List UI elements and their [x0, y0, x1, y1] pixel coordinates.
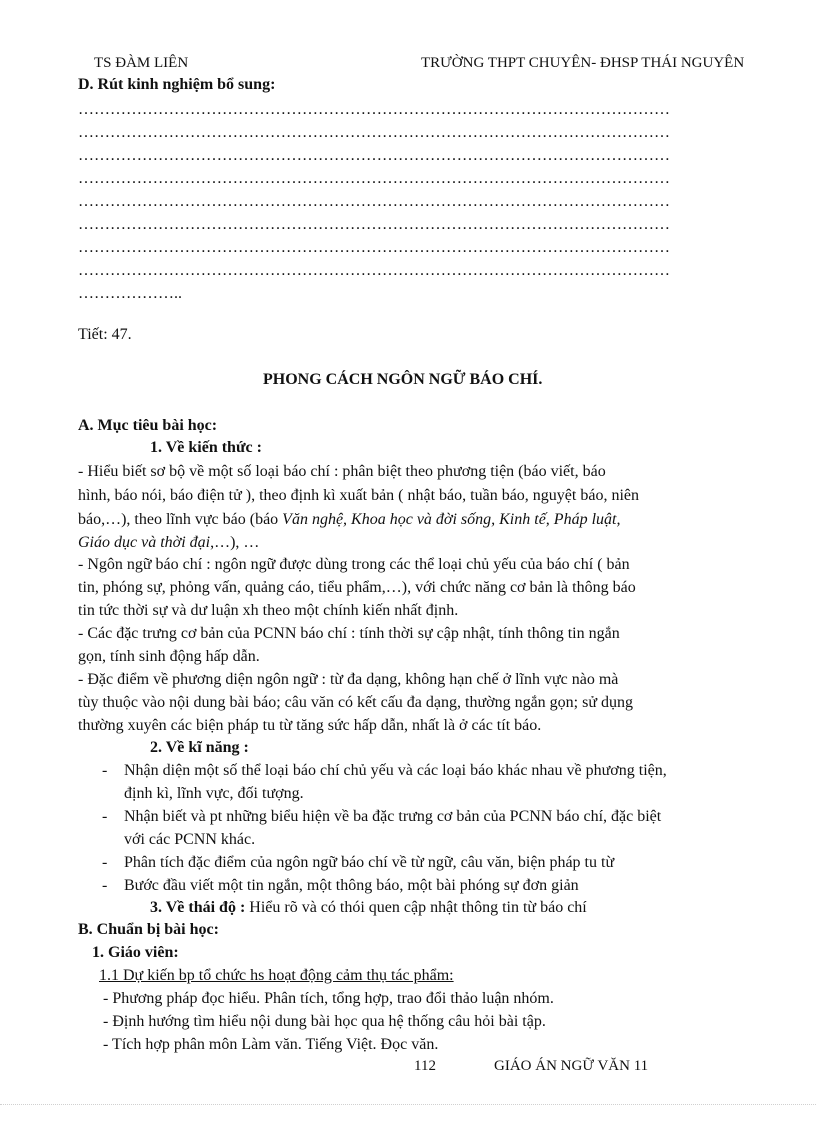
- dotted-line: …………………………………………………………………………………………………: [78, 147, 670, 164]
- knowledge-p1-line4: [78, 532, 259, 554]
- skill-item-3: Phân tích đặc điểm của ngôn ngữ báo chí về từ ngữ, câu văn, biện pháp tu từ: [124, 854, 615, 871]
- bullet-dash: -: [102, 877, 108, 894]
- skill-item-2-line2: với các PCNN khác.: [124, 831, 256, 848]
- skill-item-2-line1: Nhận biết và pt những biểu hiện về ba đặc trưng cơ bản của PCNN báo chí, đặc biệt: [124, 808, 662, 825]
- header-school: TRƯỜNG THPT CHUYÊN- ĐHSP THÁI NGUYÊN: [421, 55, 745, 71]
- knowledge-p3-line2: gọn, tính sinh động hấp dẫn.: [78, 648, 260, 665]
- bullet-dash: -: [102, 808, 108, 825]
- dotted-line: …………………………………………………………………………………………………: [78, 170, 670, 187]
- italic-text: Giáo dục và thời đại: [78, 534, 211, 551]
- plan-item-1: - Phương pháp đọc hiểu. Phân tích, tổng hợp, trao đổi thảo luận nhóm.: [103, 990, 554, 1007]
- text: - Hiểu biết sơ bộ về một số loại báo chí : phân biệt theo phương tiện (báo viết, báo: [78, 463, 606, 480]
- dotted-line: …………………………………………………………………………………………………: [78, 216, 670, 233]
- footer-book-title: GIÁO ÁN NGỮ VĂN 11: [494, 1058, 649, 1074]
- plan-heading: 1.1 Dự kiến bp tổ chức hs hoạt động cảm thụ tác phẩm:: [99, 967, 454, 984]
- teacher-heading: 1. Giáo viên:: [92, 944, 179, 961]
- section-b-title: B. Chuẩn bị bài học:: [78, 921, 219, 938]
- knowledge-p1-line2: hình, báo nói, báo điện tử ), theo định kì xuất bản ( nhật báo, tuần báo, nguyệt báo, niên: [78, 487, 639, 504]
- lesson-title: PHONG CÁCH NGÔN NGỮ BÁO CHÍ.: [263, 371, 543, 388]
- attitude-line: [150, 897, 587, 919]
- plan-item-2: - Định hướng tìm hiểu nội dung bài học qua hệ thống câu hỏi bài tập.: [103, 1013, 546, 1030]
- header-author: TS ĐÀM LIÊN: [94, 55, 189, 71]
- dotted-line: …………………………………………………………………………………………………: [78, 262, 670, 279]
- section-d-title: D. Rút kinh nghiệm bổ sung:: [78, 76, 276, 93]
- attitude-text: Hiểu rõ và có thói quen cập nhật thông tin từ báo chí: [245, 899, 587, 916]
- skill-item-1-line2: định kì, lĩnh vực, đối tượng.: [124, 785, 304, 802]
- text: báo,…), theo lĩnh vực báo (báo: [78, 511, 283, 528]
- knowledge-p4-line3: thường xuyên các biện pháp tu từ tăng sức hấp dẫn, nhất là ở các tít báo.: [78, 717, 542, 734]
- knowledge-p4-line2: tùy thuộc vào nội dung bài báo; câu văn có kết cấu đa dạng, thường ngắn gọn; sử dụng: [78, 694, 634, 711]
- italic-text: Văn nghệ, Khoa học và đời sống, Kinh tế, Pháp luật,: [282, 511, 621, 528]
- knowledge-p2-line1: - Ngôn ngữ báo chí : ngôn ngữ được dùng trong các thể loại chủ yếu của báo chí ( bản: [78, 556, 630, 573]
- dotted-line: …………………………………………………………………………………………………: [78, 101, 670, 118]
- dotted-line: …………………………………………………………………………………………………: [78, 124, 670, 141]
- page-number: 112: [414, 1058, 436, 1074]
- page-bottom-rule: [0, 1104, 816, 1105]
- knowledge-p1-line1: [78, 461, 766, 483]
- plan-item-3: - Tích hợp phân môn Làm văn. Tiếng Việt. Đọc văn.: [103, 1036, 439, 1053]
- bullet-dash: -: [102, 762, 108, 779]
- dotted-line: …………………………………………………………………………………………………: [78, 193, 670, 210]
- knowledge-p3-line1: - Các đặc trưng cơ bản của PCNN báo chí : tính thời sự cập nhật, tính thông tin ngắn: [78, 625, 620, 642]
- skills-heading: 2. Về kĩ năng :: [150, 739, 249, 756]
- skill-item-4: Bước đầu viết một tin ngắn, một thông báo, một bài phóng sự đơn giản: [124, 877, 579, 894]
- dotted-line: …………………………………………………………………………………………………: [78, 239, 670, 256]
- knowledge-p1-line3: [78, 509, 620, 531]
- text: ,…), …: [210, 534, 260, 551]
- knowledge-p2-line2: tin, phóng sự, phỏng vấn, quảng cáo, tiểu phẩm,…), với chức năng cơ bản là thông báo: [78, 579, 636, 596]
- section-a-title: A. Mục tiêu bài học:: [78, 417, 218, 434]
- skill-item-1-line1: Nhận diện một số thể loại báo chí chủ yếu và các loại báo khác nhau về phương tiện,: [124, 762, 667, 779]
- dotted-line: ………………..: [78, 285, 182, 302]
- bullet-dash: -: [102, 854, 108, 871]
- attitude-heading: 3. Về thái độ :: [150, 899, 246, 916]
- period-label: Tiết: 47.: [78, 326, 132, 343]
- knowledge-p2-line3: tin tức thời sự và dư luận xh theo một chính kiến nhất định.: [78, 602, 459, 619]
- knowledge-p4-line1: - Đặc điểm về phương diện ngôn ngữ : từ đa dạng, không hạn chế ở lĩnh vực nào mà: [78, 671, 619, 688]
- knowledge-heading: 1. Về kiến thức :: [150, 439, 262, 456]
